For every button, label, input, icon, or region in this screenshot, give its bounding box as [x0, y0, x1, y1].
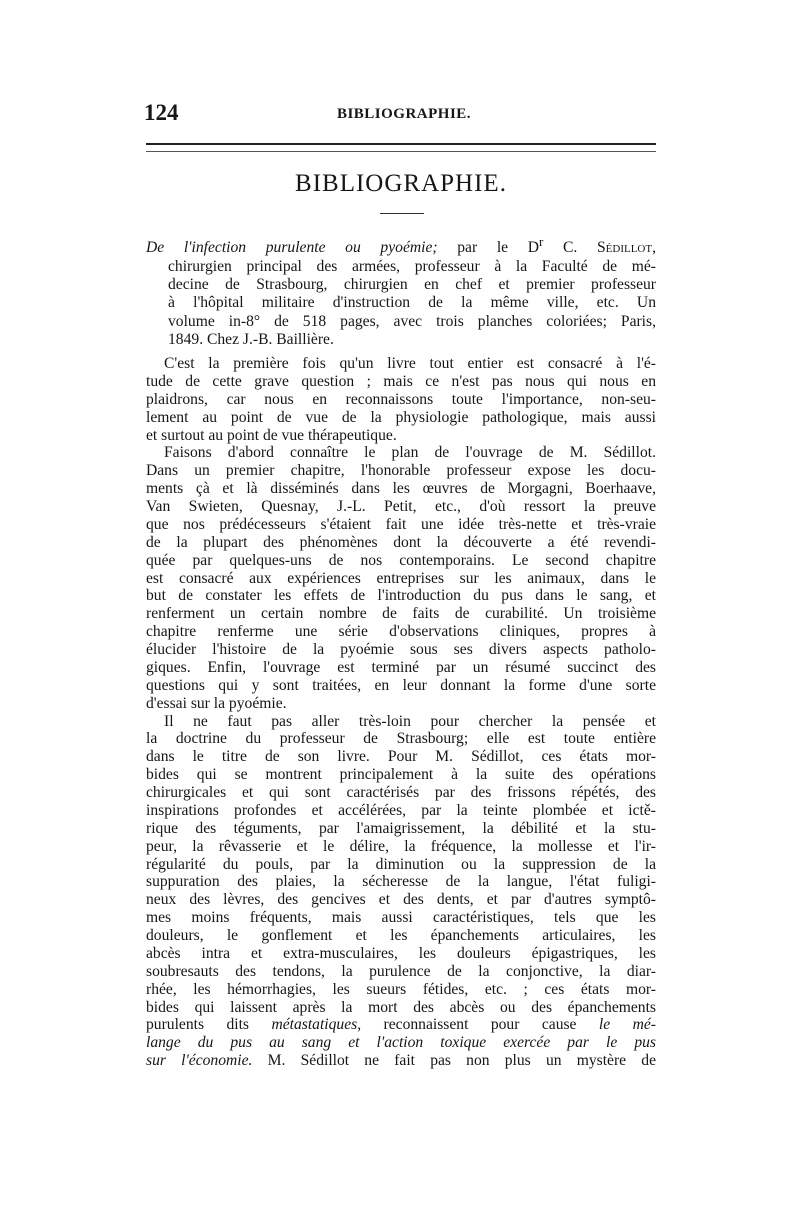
header-rule-thin: [146, 151, 656, 152]
text-run: purulents dits: [146, 1016, 272, 1034]
page-number: 124: [144, 100, 179, 125]
entry-doctor-sup: r: [539, 234, 544, 249]
italic-phrase: sur l'économie.: [146, 1052, 253, 1070]
entry-by: par le D: [437, 239, 540, 257]
text-line: [146, 1034, 656, 1052]
text-run: , reconnaissent pour cause: [357, 1016, 599, 1034]
entry-line: 1849. Chez J.-B. Baillière.: [168, 331, 334, 349]
text-line: giques. Enfin, l'ouvrage est terminé par un résumé succinct des: [146, 658, 656, 676]
text-line: Dans un premier chapitre, l'honorable professeur expose les docu-: [146, 462, 656, 480]
text-run: M. Sédillot ne fait pas non plus un mystère de: [252, 1052, 657, 1070]
text-line: Il ne faut pas aller très-loin pour chercher la pensée et: [164, 712, 656, 730]
text-line: peur, la rêvasserie et le délire, la fréquence, la mollesse et l'ir-: [146, 837, 656, 855]
text-line: bides qui laissent après la mort des abcès ou des épanchements: [146, 998, 656, 1016]
text-line: abcès intra et extra-musculaires, les douleurs épigastriques, les: [146, 944, 656, 962]
text-line: plaidrons, car nous en reconnaissons toute l'importance, non-seu-: [146, 390, 656, 408]
text-line: C'est la première fois qu'un livre tout entier est consacré à l'é-: [164, 355, 656, 372]
entry-line: à l'hôpital militaire d'instruction de la même ville, etc. Un: [168, 294, 656, 312]
bibliographic-entry: [146, 233, 656, 350]
text-line: régularité du pouls, par la diminution ou la suppression de la: [146, 855, 656, 873]
text-line: but de constater les effets de l'introduction du pus dans le sang, et: [146, 587, 656, 605]
text-line: rique des téguments, par l'amaigrissement, la débilité et la stu-: [146, 819, 656, 837]
italic-term: métastatiques: [271, 1016, 358, 1034]
text-line: la doctrine du professeur de Strasbourg; elle est toute entière: [146, 730, 656, 748]
text-line: lement au point de vue de la physiologie pathologique, mais aussi: [146, 408, 656, 426]
text-line: chirurgicales et qui sont caractérisés par des frissons répétés, des: [146, 784, 656, 801]
text-line: de la plupart des phénomènes dont la découverte a été revendi-: [146, 533, 656, 551]
italic-phrase: lange du pus au sang et l'action toxique exercée par le pus: [146, 1034, 656, 1052]
header-rule-thick: [146, 143, 656, 145]
text-line: mes moins fréquents, mais aussi caractéristiques, tels que les: [146, 909, 656, 927]
text-line: neux des lèvres, des gencives et des dents, et par d'autres symptô-: [146, 891, 656, 909]
text-line: ments çà et là disséminés dans les œuvres de Morgagni, Boerhaave,: [146, 480, 656, 498]
text-line: Faisons d'abord connaître le plan de l'ouvrage de M. Sédillot.: [164, 444, 656, 462]
text-line: quée par quelques-uns de nos contemporains. Le second chapitre: [146, 551, 656, 569]
entry-line: volume in-8° de 518 pages, avec trois planches coloriées; Paris,: [168, 312, 656, 330]
text-line: et surtout au point de vue thérapeutique.: [146, 426, 397, 444]
running-title: BIBLIOGRAPHIE.: [336, 106, 472, 122]
text-line: questions qui y sont traitées, en leur donnant la forme d'une sorte: [146, 676, 656, 694]
book-title: De l'infection purulente ou pyoémie;: [146, 239, 438, 257]
text-line: suppuration des plaies, la sécheresse de la langue, l'état fuligi-: [146, 873, 656, 891]
text-line: chapitre renferme une série d'observations cliniques, propres à: [146, 623, 656, 641]
text-line: dans le titre de son livre. Pour M. Sédillot, ces états mor-: [146, 748, 656, 766]
text-line: bides qui se montrent principalement à la suite des opérations: [146, 766, 656, 784]
text-line: est consacré aux expériences entreprises sur les animaux, dans le: [146, 569, 656, 587]
section-title: BIBLIOGRAPHIE.: [295, 170, 507, 197]
text-line: inspirations profondes et accélérées, par la teinte plombée et ictě-: [146, 801, 656, 819]
entry-line: chirurgien principal des armées, professeur à la Faculté de mé-: [168, 257, 656, 275]
text-line: douleurs, le gonflement et les épanchements articulaires, les: [146, 927, 656, 944]
text-line: soubresauts des tendons, la purulence de la conjonctive, la diar-: [146, 962, 656, 980]
review-body: [146, 355, 656, 1070]
text-line: que nos prédécesseurs s'étaient fait une idée très-nette et très-vraie: [146, 515, 656, 533]
entry-heading-line: [146, 233, 656, 258]
text-line: tude de cette grave question ; mais ce n'est pas nous qui nous en: [146, 372, 656, 390]
title-divider: [380, 213, 424, 214]
italic-phrase: le mé-: [598, 1016, 656, 1034]
entry-author: C. Sédillot,: [543, 239, 656, 257]
text-line: élucider l'histoire de la pyoémie sous ses divers aspects patholo-: [146, 641, 656, 658]
text-line: d'essai sur la pyoémie.: [146, 694, 287, 712]
text-line-mixed: [146, 1052, 656, 1070]
text-line: rhée, les hémorrhagies, les sueurs fétides, etc. ; ces états mor-: [146, 980, 656, 998]
running-head: [144, 100, 664, 130]
text-line: Van Swieten, Quesnay, J.-L. Petit, etc., d'où ressort la preuve: [146, 498, 656, 515]
text-line-mixed: [146, 1016, 656, 1034]
entry-line: decine de Strasbourg, chirurgien en chef et premier professeur: [168, 276, 656, 293]
text-line: renferment un certain nombre de faits de curabilité. Un troisième: [146, 605, 656, 623]
